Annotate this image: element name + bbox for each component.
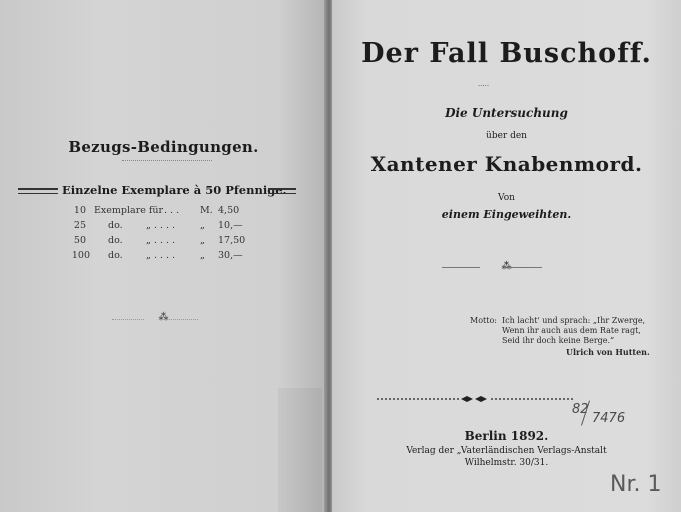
book-title: Der Fall Buschoff. [361, 38, 652, 69]
price-label: Exemplare für [94, 205, 164, 216]
price-qty: 50 [73, 235, 86, 246]
price-dots: . . . [164, 205, 180, 216]
price-currency: „ [200, 235, 205, 246]
price-dots: „ . . . . [146, 220, 176, 231]
price-dots: „ . . . . [146, 235, 176, 246]
by-line: Von [498, 193, 515, 203]
price-label: do. [108, 250, 123, 261]
handwritten-shelfmark: 7476 [592, 411, 626, 426]
double-rule-right [268, 188, 296, 194]
price-label: do. [108, 220, 123, 231]
motto-author: Ulrich von Hutten. [566, 347, 650, 357]
price-value: 17,50 [218, 235, 246, 246]
ornamental-divider [377, 395, 573, 403]
handwritten-shelfmark: 82 [572, 402, 589, 417]
price-heading: Einzelne Exemplare à 50 Pfennige. [62, 183, 287, 197]
price-value: 4,50 [218, 205, 240, 216]
price-currency: „ [200, 220, 205, 231]
handwritten-number: Nr. 1 [610, 472, 662, 497]
price-qty: 25 [73, 220, 86, 231]
left-page-title: Bezugs-Bedingungen. [68, 138, 259, 156]
subtitle-about: über den [486, 131, 527, 141]
ornament-rule-right [166, 319, 198, 320]
title-dots: ····· [478, 82, 490, 90]
place-and-year: Berlin 1892. [464, 429, 549, 443]
main-title: Xantener Knabenmord. [370, 152, 643, 176]
title-underline [122, 160, 212, 161]
motto-line: Wenn ihr auch aus dem Rate ragt, [502, 326, 641, 335]
price-value: 10,— [218, 220, 243, 231]
price-qty: 10 [73, 205, 86, 216]
ornament-rule-right [504, 267, 542, 268]
publisher: Verlag der „Vaterländischen Verlags-Anstalt [406, 446, 607, 456]
price-currency: „ [200, 250, 205, 261]
price-qty: 100 [71, 250, 90, 261]
motto-label: Motto: [470, 316, 497, 325]
ornament-icon: ⁂ [501, 261, 512, 272]
publisher-address: Wilhelmstr. 30/31. [464, 458, 549, 468]
subtitle-investigation: Die Untersuchung [445, 106, 568, 120]
double-rule-left [18, 188, 58, 194]
author: einem Eingeweihten. [441, 208, 572, 221]
motto-line: Ich lacht' und sprach: „Ihr Zwerge, [502, 316, 646, 325]
price-currency: M. [200, 205, 213, 216]
price-dots: „ . . . . [146, 250, 176, 261]
price-value: 30,— [218, 250, 243, 261]
ornament-icon: ⁂ [158, 312, 169, 323]
price-label: do. [108, 235, 123, 246]
motto-line: Seid ihr doch keine Berge.“ [502, 336, 615, 345]
